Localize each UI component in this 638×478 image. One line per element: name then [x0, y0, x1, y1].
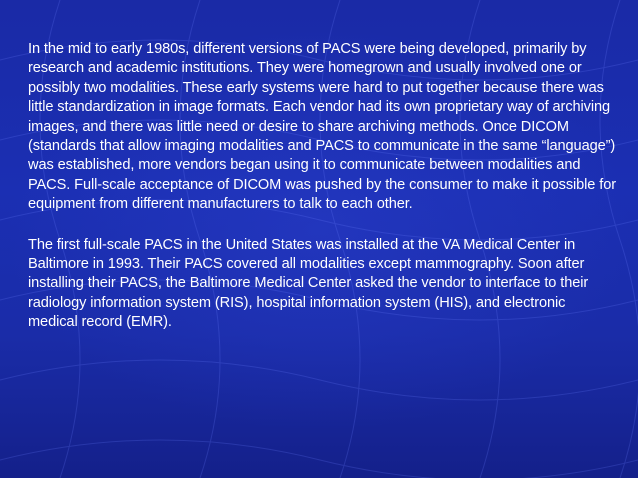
paragraph-history: In the mid to early 1980s, different versions of PACS were being developed, primarily by research and academic institutions. They were homegrown and usually involved one or possibly two modalities. These early systems were hard to put together because there was little standardization in image formats. Each vendor had its own proprietary way of archiving images, and there was little need or desire to share archiving methods. Once DICOM (standards that allow imaging modalities and PACS to communicate in the same “language”) was established, more vendors began using it to communicate between modalities and PACS. Full-scale acceptance of DICOM was pushed by the consumer to make it possible for equipment from different manufacturers to talk to each other. — [28, 41, 617, 213]
paragraph-first-pacs: The first full-scale PACS in the United States was installed at the VA Medical Center in Baltimore in 1993. Their PACS covered all modalities except mammography. Soon after installing their PACS, the Baltimore Medical Center asked the vendor to interface to their radiology information system (RIS), hospital information system (HIS), and electronic medical record (EMR). — [28, 236, 589, 331]
slide-body — [28, 40, 618, 354]
